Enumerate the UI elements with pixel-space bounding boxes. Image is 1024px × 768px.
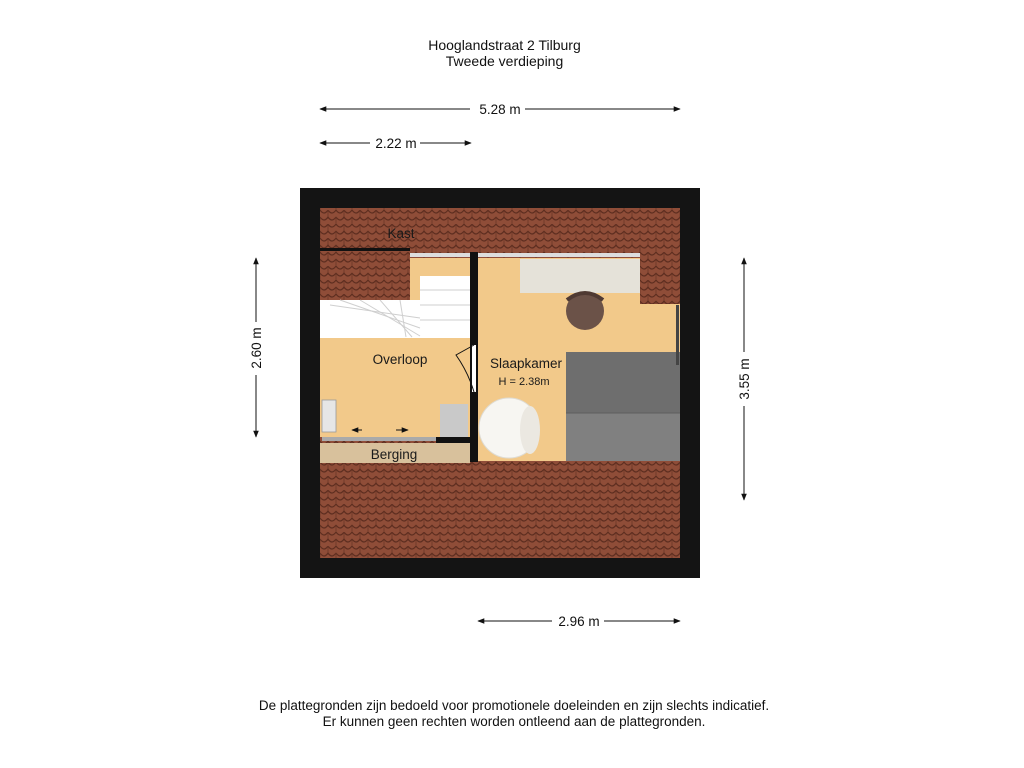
plan-subtitle: Tweede verdieping bbox=[445, 53, 564, 69]
desk bbox=[520, 259, 640, 293]
room-label-overloop: Overloop bbox=[372, 352, 428, 367]
overloop-sink bbox=[322, 400, 336, 432]
dim-left-height: 2.60 m bbox=[249, 327, 264, 369]
wall-overloop-bottom bbox=[436, 437, 470, 443]
round-table bbox=[479, 398, 540, 458]
dim-right-height: 3.55 m bbox=[737, 358, 752, 400]
dim-bottom-width: 2.96 m bbox=[558, 614, 600, 629]
room-height-slaapkamer: H = 2.38m bbox=[498, 376, 550, 388]
overloop-cabinet bbox=[440, 404, 468, 438]
disclaimer-line-2: Er kunnen geen rechten worden ontleend aan de plattegronden. bbox=[322, 714, 706, 729]
dim-total-width: 5.28 m bbox=[479, 102, 521, 117]
bed bbox=[566, 352, 680, 461]
plan-title: Hooglandstraat 2 Tilburg bbox=[428, 37, 581, 53]
room-label-slaapkamer: Slaapkamer bbox=[489, 356, 563, 371]
disclaimer-line-1: De plattegronden zijn bedoeld voor promotionele doeleinden en zijn slechts indicatief. bbox=[258, 698, 770, 713]
room-label-berging: Berging bbox=[370, 447, 418, 462]
wall-right-upper bbox=[676, 305, 679, 365]
chair bbox=[566, 292, 604, 330]
dim-left-width: 2.22 m bbox=[375, 136, 417, 151]
room-label-kast: Kast bbox=[387, 226, 415, 241]
wall-kast bbox=[320, 248, 410, 251]
